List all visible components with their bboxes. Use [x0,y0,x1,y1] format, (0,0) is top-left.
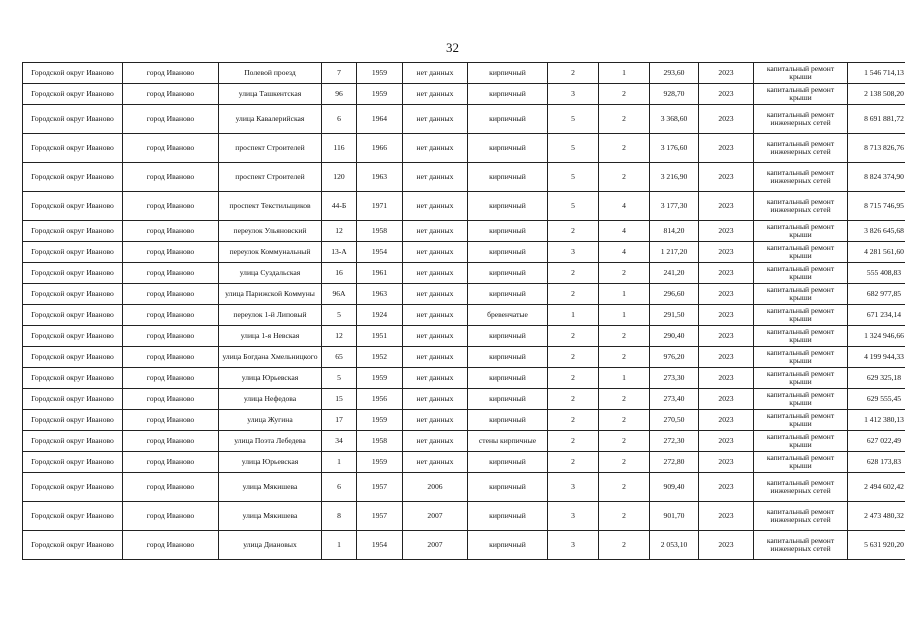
commissioning-cell: 2007 [403,531,468,560]
commissioning-cell: нет данных [403,221,468,242]
housing-register-table [22,62,905,560]
work-year-cell: 2023 [699,389,754,410]
area-cell: 290,40 [650,326,699,347]
table-row [23,84,905,105]
construction-year-cell: 1961 [357,263,403,284]
city-cell: город Иваново [123,134,219,163]
cost-cell: 8 824 374,90 [848,163,905,192]
wall-material-cell: кирпичный [468,284,548,305]
cost-cell: 628 173,83 [848,452,905,473]
city-cell: город Иваново [123,84,219,105]
work-year-cell: 2023 [699,452,754,473]
city-cell: город Иваново [123,347,219,368]
wall-material-cell: кирпичный [468,221,548,242]
house-number-cell: 116 [322,134,357,163]
house-number-cell: 13-А [322,242,357,263]
floors-cell: 2 [548,452,599,473]
entrances-cell: 2 [599,452,650,473]
city-cell: город Иваново [123,105,219,134]
street-cell: улица Кавалерийская [219,105,322,134]
street-cell: переулок 1-й Липовый [219,305,322,326]
construction-year-cell: 1924 [357,305,403,326]
floors-cell: 5 [548,134,599,163]
street-cell: проспект Строителей [219,134,322,163]
wall-material-cell: кирпичный [468,163,548,192]
street-cell: улица Суздальская [219,263,322,284]
construction-year-cell: 1959 [357,368,403,389]
area-cell: 3 216,90 [650,163,699,192]
street-cell: улица Мякишева [219,473,322,502]
work-type-cell: капитальный ремонт крыши [754,389,848,410]
wall-material-cell: кирпичный [468,347,548,368]
construction-year-cell: 1963 [357,163,403,192]
work-type-cell: капитальный ремонт крыши [754,84,848,105]
commissioning-cell: нет данных [403,63,468,84]
cost-cell: 3 826 645,68 [848,221,905,242]
entrances-cell: 2 [599,347,650,368]
city-cell: город Иваново [123,163,219,192]
district-cell: Городской округ Иваново [23,389,123,410]
floors-cell: 3 [548,473,599,502]
area-cell: 293,60 [650,63,699,84]
floors-cell: 3 [548,84,599,105]
work-type-cell: капитальный ремонт крыши [754,326,848,347]
house-number-cell: 16 [322,263,357,284]
wall-material-cell: кирпичный [468,473,548,502]
entrances-cell: 1 [599,368,650,389]
floors-cell: 2 [548,389,599,410]
cost-cell: 8 691 881,72 [848,105,905,134]
district-cell: Городской округ Иваново [23,531,123,560]
commissioning-cell: нет данных [403,305,468,326]
work-year-cell: 2023 [699,105,754,134]
cost-cell: 555 408,83 [848,263,905,284]
entrances-cell: 2 [599,105,650,134]
table-row [23,452,905,473]
street-cell: улица Юрьевская [219,452,322,473]
construction-year-cell: 1966 [357,134,403,163]
construction-year-cell: 1954 [357,531,403,560]
commissioning-cell: нет данных [403,284,468,305]
district-cell: Городской округ Иваново [23,452,123,473]
wall-material-cell: кирпичный [468,389,548,410]
area-cell: 296,60 [650,284,699,305]
area-cell: 901,70 [650,502,699,531]
work-type-cell: капитальный ремонт крыши [754,305,848,326]
cost-cell: 1 412 380,13 [848,410,905,431]
entrances-cell: 2 [599,431,650,452]
construction-year-cell: 1951 [357,326,403,347]
area-cell: 2 053,10 [650,531,699,560]
area-cell: 272,30 [650,431,699,452]
floors-cell: 2 [548,221,599,242]
area-cell: 273,30 [650,368,699,389]
wall-material-cell: стены кирпичные [468,431,548,452]
wall-material-cell: кирпичный [468,63,548,84]
district-cell: Городской округ Иваново [23,473,123,502]
construction-year-cell: 1959 [357,63,403,84]
floors-cell: 5 [548,163,599,192]
wall-material-cell: кирпичный [468,242,548,263]
construction-year-cell: 1959 [357,452,403,473]
entrances-cell: 4 [599,242,650,263]
area-cell: 273,40 [650,389,699,410]
wall-material-cell: кирпичный [468,410,548,431]
floors-cell: 5 [548,192,599,221]
district-cell: Городской округ Иваново [23,431,123,452]
floors-cell: 3 [548,531,599,560]
entrances-cell: 4 [599,192,650,221]
house-number-cell: 5 [322,305,357,326]
commissioning-cell: нет данных [403,368,468,389]
work-type-cell: капитальный ремонт крыши [754,452,848,473]
table-row [23,326,905,347]
street-cell: улица Мякишева [219,502,322,531]
floors-cell: 2 [548,347,599,368]
work-type-cell: капитальный ремонт инженерных сетей [754,473,848,502]
district-cell: Городской округ Иваново [23,163,123,192]
commissioning-cell: нет данных [403,84,468,105]
work-year-cell: 2023 [699,192,754,221]
table-row [23,192,905,221]
district-cell: Городской округ Иваново [23,105,123,134]
construction-year-cell: 1957 [357,502,403,531]
cost-cell: 2 494 602,42 [848,473,905,502]
house-number-cell: 1 [322,452,357,473]
area-cell: 3 177,30 [650,192,699,221]
area-cell: 272,80 [650,452,699,473]
house-number-cell: 7 [322,63,357,84]
work-type-cell: капитальный ремонт крыши [754,263,848,284]
city-cell: город Иваново [123,368,219,389]
table-row [23,221,905,242]
entrances-cell: 2 [599,531,650,560]
construction-year-cell: 1958 [357,431,403,452]
city-cell: город Иваново [123,263,219,284]
commissioning-cell: нет данных [403,163,468,192]
floors-cell: 2 [548,63,599,84]
street-cell: Полевой проезд [219,63,322,84]
work-type-cell: капитальный ремонт инженерных сетей [754,105,848,134]
wall-material-cell: кирпичный [468,105,548,134]
entrances-cell: 1 [599,284,650,305]
district-cell: Городской округ Иваново [23,284,123,305]
entrances-cell: 2 [599,84,650,105]
cost-cell: 4 281 561,60 [848,242,905,263]
district-cell: Городской округ Иваново [23,84,123,105]
city-cell: город Иваново [123,502,219,531]
commissioning-cell: нет данных [403,347,468,368]
street-cell: переулок Ульяновский [219,221,322,242]
floors-cell: 5 [548,105,599,134]
district-cell: Городской округ Иваново [23,410,123,431]
floors-cell: 2 [548,326,599,347]
house-number-cell: 65 [322,347,357,368]
street-cell: переулок Коммунальный [219,242,322,263]
work-type-cell: капитальный ремонт крыши [754,431,848,452]
district-cell: Городской округ Иваново [23,192,123,221]
cost-cell: 2 138 508,20 [848,84,905,105]
work-type-cell: капитальный ремонт крыши [754,410,848,431]
entrances-cell: 2 [599,410,650,431]
table-row [23,389,905,410]
city-cell: город Иваново [123,389,219,410]
area-cell: 909,40 [650,473,699,502]
street-cell: проспект Строителей [219,163,322,192]
cost-cell: 2 473 480,32 [848,502,905,531]
table-row [23,368,905,389]
floors-cell: 2 [548,284,599,305]
entrances-cell: 1 [599,63,650,84]
street-cell: улица Ташкентская [219,84,322,105]
work-type-cell: капитальный ремонт инженерных сетей [754,163,848,192]
district-cell: Городской округ Иваново [23,326,123,347]
cost-cell: 629 555,45 [848,389,905,410]
wall-material-cell: кирпичный [468,326,548,347]
work-type-cell: капитальный ремонт инженерных сетей [754,502,848,531]
house-number-cell: 6 [322,473,357,502]
construction-year-cell: 1956 [357,389,403,410]
district-cell: Городской округ Иваново [23,368,123,389]
entrances-cell: 2 [599,263,650,284]
wall-material-cell: кирпичный [468,134,548,163]
city-cell: город Иваново [123,192,219,221]
street-cell: улица Парижской Коммуны [219,284,322,305]
work-type-cell: капитальный ремонт крыши [754,284,848,305]
table-row [23,473,905,502]
page-number: 32 [446,40,459,55]
wall-material-cell: кирпичный [468,452,548,473]
table-row [23,531,905,560]
commissioning-cell: нет данных [403,263,468,284]
work-type-cell: капитальный ремонт крыши [754,347,848,368]
house-number-cell: 34 [322,431,357,452]
area-cell: 928,70 [650,84,699,105]
wall-material-cell: кирпичный [468,502,548,531]
commissioning-cell: нет данных [403,410,468,431]
work-type-cell: капитальный ремонт крыши [754,221,848,242]
work-year-cell: 2023 [699,410,754,431]
district-cell: Городской округ Иваново [23,134,123,163]
construction-year-cell: 1963 [357,284,403,305]
cost-cell: 8 713 826,76 [848,134,905,163]
table-row [23,105,905,134]
work-year-cell: 2023 [699,347,754,368]
wall-material-cell: кирпичный [468,368,548,389]
commissioning-cell: нет данных [403,192,468,221]
work-type-cell: капитальный ремонт инженерных сетей [754,192,848,221]
city-cell: город Иваново [123,473,219,502]
house-number-cell: 1 [322,531,357,560]
district-cell: Городской округ Иваново [23,347,123,368]
district-cell: Городской округ Иваново [23,263,123,284]
area-cell: 976,20 [650,347,699,368]
district-cell: Городской округ Иваново [23,221,123,242]
city-cell: город Иваново [123,431,219,452]
area-cell: 814,20 [650,221,699,242]
commissioning-cell: 2007 [403,502,468,531]
work-year-cell: 2023 [699,326,754,347]
street-cell: улица 1-я Невская [219,326,322,347]
entrances-cell: 2 [599,163,650,192]
construction-year-cell: 1958 [357,221,403,242]
area-cell: 291,50 [650,305,699,326]
commissioning-cell: 2006 [403,473,468,502]
house-number-cell: 96А [322,284,357,305]
work-year-cell: 2023 [699,134,754,163]
cost-cell: 5 631 920,20 [848,531,905,560]
floors-cell: 2 [548,431,599,452]
entrances-cell: 2 [599,389,650,410]
work-year-cell: 2023 [699,63,754,84]
district-cell: Городской округ Иваново [23,242,123,263]
table-row [23,305,905,326]
construction-year-cell: 1952 [357,347,403,368]
floors-cell: 2 [548,368,599,389]
commissioning-cell: нет данных [403,326,468,347]
city-cell: город Иваново [123,63,219,84]
wall-material-cell: кирпичный [468,192,548,221]
house-number-cell: 44-Б [322,192,357,221]
work-year-cell: 2023 [699,242,754,263]
street-cell: улица Поэта Лебедева [219,431,322,452]
commissioning-cell: нет данных [403,431,468,452]
table-row [23,431,905,452]
wall-material-cell: кирпичный [468,263,548,284]
work-type-cell: капитальный ремонт крыши [754,242,848,263]
street-cell: улица Юрьевская [219,368,322,389]
street-cell: проспект Текстильщиков [219,192,322,221]
area-cell: 270,50 [650,410,699,431]
table-row [23,63,905,84]
floors-cell: 3 [548,242,599,263]
commissioning-cell: нет данных [403,134,468,163]
table-body [23,63,905,560]
house-number-cell: 17 [322,410,357,431]
street-cell: улица Жугина [219,410,322,431]
cost-cell: 682 977,85 [848,284,905,305]
floors-cell: 2 [548,263,599,284]
wall-material-cell: кирпичный [468,531,548,560]
city-cell: город Иваново [123,452,219,473]
work-year-cell: 2023 [699,502,754,531]
area-cell: 3 368,60 [650,105,699,134]
table-row [23,242,905,263]
area-cell: 1 217,20 [650,242,699,263]
house-number-cell: 120 [322,163,357,192]
work-type-cell: капитальный ремонт крыши [754,63,848,84]
construction-year-cell: 1957 [357,473,403,502]
entrances-cell: 2 [599,326,650,347]
table-row [23,410,905,431]
cost-cell: 627 022,49 [848,431,905,452]
commissioning-cell: нет данных [403,389,468,410]
entrances-cell: 2 [599,134,650,163]
work-year-cell: 2023 [699,221,754,242]
entrances-cell: 2 [599,473,650,502]
wall-material-cell: кирпичный [468,84,548,105]
work-year-cell: 2023 [699,531,754,560]
work-year-cell: 2023 [699,368,754,389]
commissioning-cell: нет данных [403,105,468,134]
street-cell: улица Диановых [219,531,322,560]
house-number-cell: 12 [322,221,357,242]
construction-year-cell: 1959 [357,84,403,105]
table-row [23,263,905,284]
cost-cell: 1 546 714,13 [848,63,905,84]
wall-material-cell: бревенчатые [468,305,548,326]
entrances-cell: 4 [599,221,650,242]
house-number-cell: 8 [322,502,357,531]
cost-cell: 1 324 946,66 [848,326,905,347]
work-type-cell: капитальный ремонт инженерных сетей [754,531,848,560]
table-row [23,284,905,305]
city-cell: город Иваново [123,326,219,347]
house-number-cell: 96 [322,84,357,105]
commissioning-cell: нет данных [403,242,468,263]
construction-year-cell: 1964 [357,105,403,134]
city-cell: город Иваново [123,284,219,305]
house-number-cell: 12 [322,326,357,347]
construction-year-cell: 1959 [357,410,403,431]
district-cell: Городской округ Иваново [23,502,123,531]
cost-cell: 671 234,14 [848,305,905,326]
house-number-cell: 6 [322,105,357,134]
construction-year-cell: 1954 [357,242,403,263]
house-number-cell: 15 [322,389,357,410]
table-row [23,163,905,192]
city-cell: город Иваново [123,242,219,263]
floors-cell: 2 [548,410,599,431]
cost-cell: 4 199 944,33 [848,347,905,368]
cost-cell: 629 325,18 [848,368,905,389]
work-year-cell: 2023 [699,263,754,284]
table-row [23,502,905,531]
work-type-cell: капитальный ремонт инженерных сетей [754,134,848,163]
area-cell: 3 176,60 [650,134,699,163]
work-year-cell: 2023 [699,163,754,192]
city-cell: город Иваново [123,305,219,326]
city-cell: город Иваново [123,221,219,242]
area-cell: 241,20 [650,263,699,284]
street-cell: улица Богдана Хмельницкого [219,347,322,368]
district-cell: Городской округ Иваново [23,63,123,84]
commissioning-cell: нет данных [403,452,468,473]
city-cell: город Иваново [123,410,219,431]
floors-cell: 3 [548,502,599,531]
house-number-cell: 5 [322,368,357,389]
work-year-cell: 2023 [699,84,754,105]
work-year-cell: 2023 [699,473,754,502]
table-row [23,347,905,368]
entrances-cell: 1 [599,305,650,326]
street-cell: улица Нефедова [219,389,322,410]
floors-cell: 1 [548,305,599,326]
district-cell: Городской округ Иваново [23,305,123,326]
construction-year-cell: 1971 [357,192,403,221]
work-type-cell: капитальный ремонт крыши [754,368,848,389]
work-year-cell: 2023 [699,431,754,452]
city-cell: город Иваново [123,531,219,560]
table-row [23,134,905,163]
entrances-cell: 2 [599,502,650,531]
cost-cell: 8 715 746,95 [848,192,905,221]
work-year-cell: 2023 [699,284,754,305]
work-year-cell: 2023 [699,305,754,326]
